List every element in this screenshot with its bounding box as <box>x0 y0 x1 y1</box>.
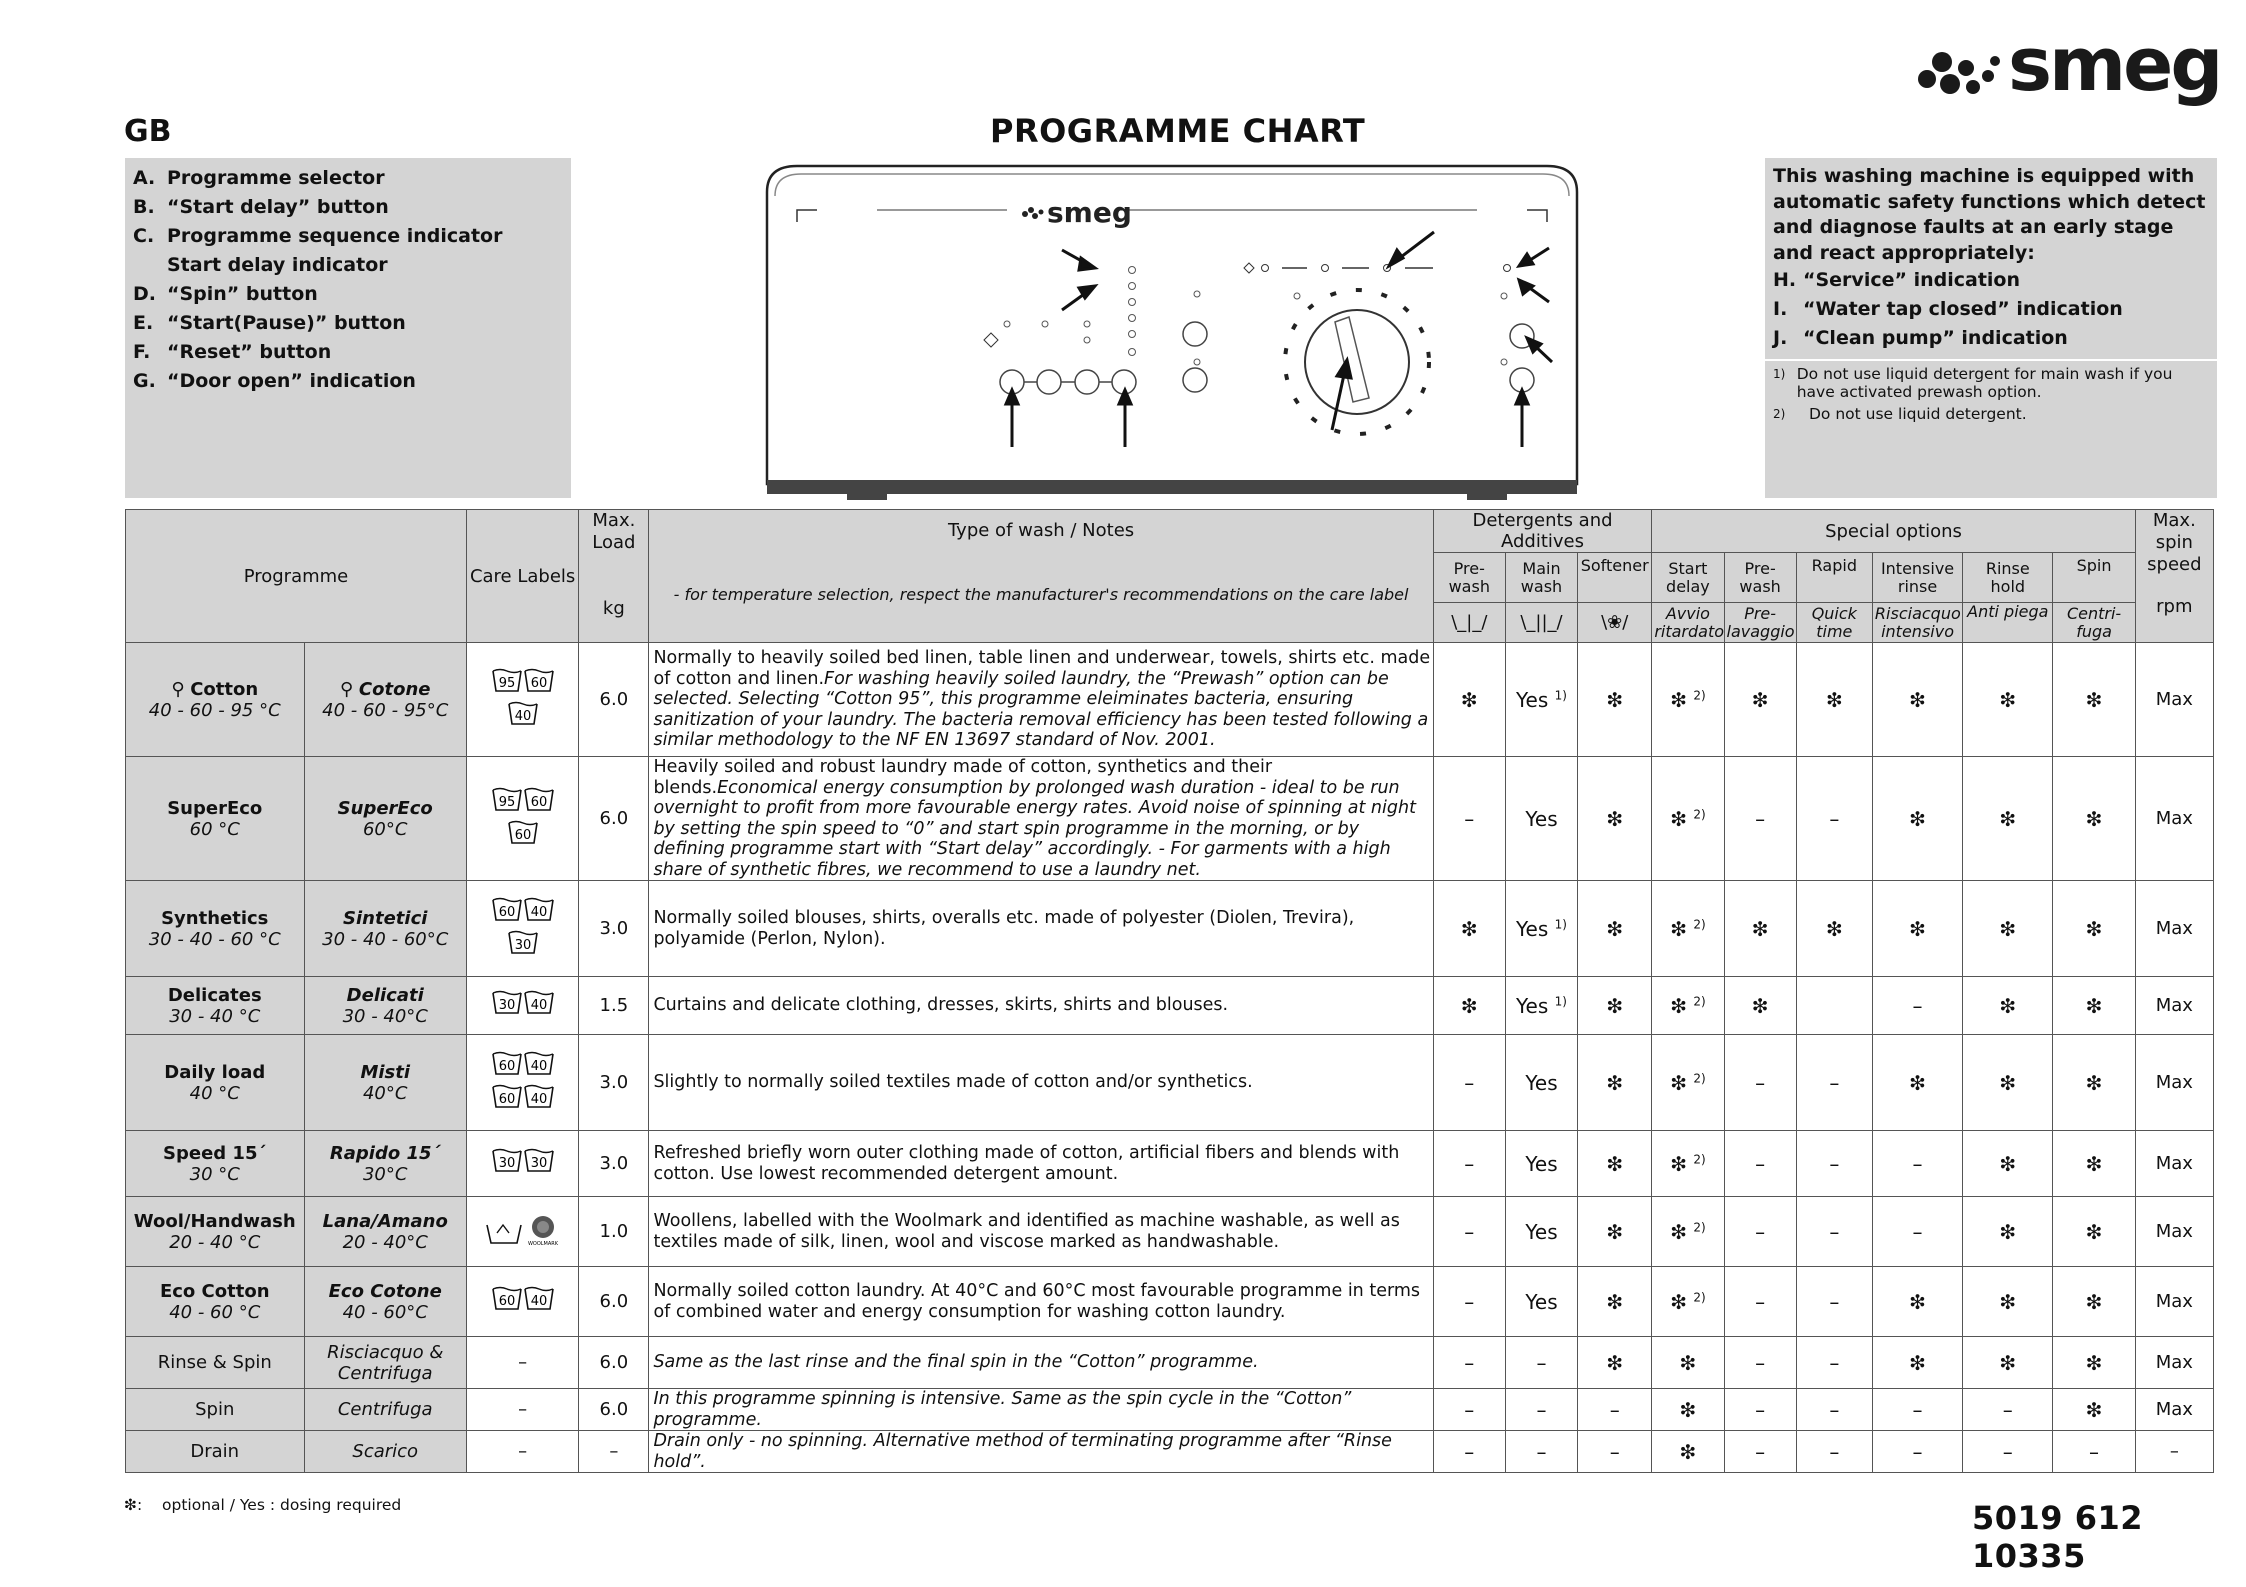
header-max-load: Max. Load kg <box>579 510 649 643</box>
option-cell: – <box>1796 1431 1872 1473</box>
option-cell: – <box>1724 1197 1796 1267</box>
svg-text:40: 40 <box>530 1058 547 1074</box>
max-spin-cell: Max <box>2135 757 2213 881</box>
option-cell: – <box>1433 1337 1505 1389</box>
header-programme: Programme <box>126 510 467 643</box>
legend-item: E. “Start(Pause)” button <box>133 312 406 334</box>
programme-name-cell: ⚲ Cotton 40 - 60 - 95 °C <box>126 643 305 757</box>
option-cell: ❇ <box>1578 1197 1652 1267</box>
page-title: PROGRAMME CHART <box>990 112 1366 150</box>
programme-name-cell: Synthetics 30 - 40 - 60 °C <box>126 881 305 977</box>
notes-cell: Normally soiled cotton laundry. At 40°C and 60°C most favourable programme in terms of combined water and energy consumption for washing cotton laundry. <box>649 1267 1433 1337</box>
max-spin-cell: Max <box>2135 977 2213 1035</box>
programme-name-it-cell: Centrifuga <box>304 1389 466 1431</box>
header-rinse-hold-it: Anti piega <box>1963 603 2053 643</box>
option-cell: ❇ <box>1963 643 2053 757</box>
option-cell: ❇ <box>1652 1389 1724 1431</box>
controls-legend <box>125 158 571 498</box>
option-cell: ❇ <box>1963 1337 2053 1389</box>
option-cell: ❇ <box>2053 643 2135 757</box>
option-cell: ❇ $^{2)}$ <box>1652 881 1724 977</box>
programme-name-it-cell: Misti 40°C <box>304 1035 466 1131</box>
table-row <box>126 643 2214 757</box>
programme-name-cell: Daily load 40 °C <box>126 1035 305 1131</box>
svg-text:30: 30 <box>498 998 515 1013</box>
table-row <box>126 881 2214 977</box>
option-cell: ❇ <box>2053 977 2135 1035</box>
legend-item: F. “Reset” button <box>133 341 332 363</box>
option-cell: ❇ <box>1872 1267 1962 1337</box>
handwash-woolmark-icon <box>483 1211 563 1247</box>
care-labels-cell <box>466 977 578 1035</box>
legend-item: Start delay indicator <box>167 254 388 276</box>
header-start-delay-it: Avvio ritardato <box>1652 603 1724 643</box>
care-label-icon <box>491 896 555 962</box>
option-cell: – <box>1433 1431 1505 1473</box>
wash-tub-icon <box>507 819 539 847</box>
option-cell: ❇ <box>2053 881 2135 977</box>
programme-name-it-cell: ⚲ Cotone 40 - 60 - 95°C <box>304 643 466 757</box>
svg-text:60: 60 <box>498 1091 515 1107</box>
softener-symbol-icon: \❀/ <box>1578 603 1652 643</box>
option-cell: ❇ <box>1433 881 1505 977</box>
svg-text:60: 60 <box>530 675 547 691</box>
max-spin-cell: Max <box>2135 1131 2213 1197</box>
notes-cell: Normally soiled blouses, shirts, overalls etc. made of polyester (Diolen, Trevira), polyamide (Perlon, Nylon). <box>649 881 1433 977</box>
wash-tub-icon <box>491 786 523 814</box>
header-spin-it: Centri- fuga <box>2053 603 2135 643</box>
max-spin-cell: Max <box>2135 643 2213 757</box>
programme-name-cell: Speed 15´ 30 °C <box>126 1131 305 1197</box>
svg-text:30: 30 <box>530 1156 547 1171</box>
max-load-cell: 3.0 <box>579 881 649 977</box>
svg-text:95: 95 <box>498 675 515 691</box>
care-label-icon <box>491 1285 555 1318</box>
option-cell: – <box>1872 1389 1962 1431</box>
option-cell: – <box>1433 1267 1505 1337</box>
wash-tub-icon <box>491 1285 523 1313</box>
notes-cell: Heavily soiled and robust laundry made of cotton, synthetics and their blends.Economical energy consumption by prolonged wash duration - ideal to be run overnight to profit from more favourable energy rates. Avoid noise of spinning at night by setting the spin speed to “0” and start spin programme in the morning, or by defining programme start with “Start delay” accordingly. - For garments with a high share of synthetic fibres, we recommend to use a laundry net. <box>649 757 1433 881</box>
option-cell: ❇ $^{2)}$ <box>1652 643 1724 757</box>
mainwash-symbol-icon: \_||_/ <box>1505 603 1577 643</box>
legend-item: J. “Clean pump” indication <box>1773 327 2068 349</box>
table-row <box>126 1131 2214 1197</box>
wash-tub-icon <box>491 896 523 924</box>
care-label-icon <box>491 667 555 733</box>
svg-text:40: 40 <box>530 1091 547 1107</box>
option-cell <box>1796 977 1872 1035</box>
option-cell: ❇ <box>2053 1197 2135 1267</box>
option-cell: ❇ <box>1963 757 2053 881</box>
option-cell: Yes <box>1505 1197 1577 1267</box>
option-cell: – <box>1433 757 1505 881</box>
max-load-cell: 6.0 <box>579 1267 649 1337</box>
option-cell: ❇ <box>2053 1389 2135 1431</box>
svg-text:60: 60 <box>498 904 515 920</box>
option-cell: ❇ <box>1963 881 2053 977</box>
header-rapid-it: Quick time <box>1796 603 1872 643</box>
option-cell: Yes <box>1505 1035 1577 1131</box>
safety-legend <box>1765 158 2217 498</box>
option-cell: – <box>1724 1337 1796 1389</box>
programme-name-it-cell: Sintetici 30 - 40 - 60°C <box>304 881 466 977</box>
option-cell: ❇ <box>1652 1337 1724 1389</box>
max-load-cell: 6.0 <box>579 643 649 757</box>
option-cell: ❇ <box>1724 881 1796 977</box>
svg-text:WOOLMARK: WOOLMARK <box>527 1241 558 1247</box>
legend-item: B. “Start delay” button <box>133 196 389 218</box>
smeg-logo <box>1918 22 2221 108</box>
legend-item: C. Programme sequence indicator <box>133 225 503 247</box>
wash-tub-icon <box>523 1147 555 1175</box>
header-opt-prewash: Pre- wash <box>1724 553 1796 603</box>
header-prewash: Pre- wash <box>1433 553 1505 603</box>
table-row <box>126 1389 2214 1431</box>
option-cell: ❇ <box>1872 1337 1962 1389</box>
option-cell: ❇ <box>1963 1131 2053 1197</box>
table-row <box>126 1337 2214 1389</box>
option-cell: ❇ <box>1578 757 1652 881</box>
option-cell: ❇ <box>1578 1131 1652 1197</box>
option-cell: ❇ <box>1433 643 1505 757</box>
option-cell: – <box>1433 1035 1505 1131</box>
option-cell: ❇ $^{2)}$ <box>1652 977 1724 1035</box>
option-cell: – <box>1796 1337 1872 1389</box>
programme-name-it-cell: Lana/Amano 20 - 40°C <box>304 1197 466 1267</box>
wash-tub-icon <box>523 667 555 695</box>
svg-text:40: 40 <box>530 904 547 920</box>
header-intensive: Intensive rinse <box>1872 553 1962 603</box>
option-cell: – <box>1796 1197 1872 1267</box>
safety-intro: This washing machine is equipped with automatic safety functions which detect and diagnose faults at an early stage and react appropriately: <box>1773 165 2206 264</box>
symbol-legend: ❇: optional / Yes : dosing required <box>124 1496 402 1514</box>
option-cell: ❇ <box>1724 977 1796 1035</box>
svg-text:40: 40 <box>530 1294 547 1309</box>
legend-item: I. “Water tap closed” indication <box>1773 298 2123 320</box>
option-cell: Yes $^{1)}$ <box>1505 643 1577 757</box>
footnote: 2) Do not use liquid detergent. <box>1773 405 2027 423</box>
programme-name-it-cell: Risciacquo & Centrifuga <box>304 1337 466 1389</box>
max-load-cell: – <box>579 1431 649 1473</box>
notes-cell: Same as the last rinse and the final spin in the “Cotton” programme. <box>649 1337 1433 1389</box>
option-cell: – <box>1433 1197 1505 1267</box>
max-spin-cell: Max <box>2135 1389 2213 1431</box>
max-load-cell: 6.0 <box>579 757 649 881</box>
option-cell: ❇ <box>1578 643 1652 757</box>
option-cell: ❇ $^{2)}$ <box>1652 1267 1724 1337</box>
header-start-delay: Start delay <box>1652 553 1724 603</box>
option-cell: ❇ <box>1963 977 2053 1035</box>
option-cell: – <box>1872 1431 1962 1473</box>
programme-name-cell: Delicates 30 - 40 °C <box>126 977 305 1035</box>
option-cell: ❇ $^{2)}$ <box>1652 1131 1724 1197</box>
option-cell: ❇ <box>2053 757 2135 881</box>
option-cell: – <box>1872 1197 1962 1267</box>
header-care-labels: Care Labels <box>466 510 578 643</box>
language-code: GB <box>124 114 172 149</box>
max-load-cell: 6.0 <box>579 1337 649 1389</box>
option-cell: – <box>1578 1431 1652 1473</box>
table-row <box>126 1197 2214 1267</box>
wash-tub-icon <box>491 989 523 1017</box>
svg-text:95: 95 <box>498 794 515 810</box>
header-special-options: Special options <box>1652 510 2135 553</box>
wash-tub-icon <box>491 1083 523 1111</box>
option-cell: ❇ <box>1872 643 1962 757</box>
notes-cell: Drain only - no spinning. Alternative method of terminating programme after “Rinse hold”. <box>649 1431 1433 1473</box>
option-cell: ❇ <box>1578 1337 1652 1389</box>
care-label-icon <box>491 1050 555 1116</box>
header-detergents: Detergents and Additives <box>1433 510 1652 553</box>
wash-tub-icon <box>523 989 555 1017</box>
header-type-of-wash: Type of wash / Notes - for temperature selection, respect the manufacturer's recommendations on the care label <box>649 510 1433 643</box>
option-cell: ❇ $^{2)}$ <box>1652 1197 1724 1267</box>
option-cell: ❇ <box>1872 881 1962 977</box>
panel-logo-text: smeg <box>1047 196 1132 229</box>
legend-item: A. Programme selector <box>133 167 385 189</box>
option-cell: – <box>1872 977 1962 1035</box>
document-code: 5019 612 10335 <box>1972 1499 2143 1575</box>
header-mainwash: Main wash <box>1505 553 1577 603</box>
option-cell: ❇ <box>1724 643 1796 757</box>
programme-name-it-cell: Scarico <box>304 1431 466 1473</box>
svg-text:60: 60 <box>498 1294 515 1309</box>
max-spin-cell: Max <box>2135 1197 2213 1267</box>
option-cell: – <box>1724 1389 1796 1431</box>
option-cell: – <box>1724 1035 1796 1131</box>
footnote: 1) Do not use liquid detergent for main wash if you have activated prewash option. <box>1773 365 2173 401</box>
option-cell: ❇ <box>1963 1035 2053 1131</box>
programme-name-cell: Spin <box>126 1389 305 1431</box>
svg-text:30: 30 <box>514 937 531 953</box>
programme-name-cell: Wool/Handwash 20 - 40 °C <box>126 1197 305 1267</box>
option-cell: – <box>1796 1131 1872 1197</box>
wash-tub-icon <box>507 700 539 728</box>
option-cell: ❇ <box>1433 977 1505 1035</box>
legend-item: D. “Spin” button <box>133 283 318 305</box>
option-cell: Yes <box>1505 1131 1577 1197</box>
notes-cell: Refreshed briefly worn outer clothing made of cotton, artificial fibers and blends with cotton. Use lowest recommended detergent amount. <box>649 1131 1433 1197</box>
cotton-icon: ⚲ <box>339 678 359 700</box>
max-load-cell: 3.0 <box>579 1035 649 1131</box>
care-label-icon <box>491 786 555 852</box>
care-labels-cell <box>466 643 578 757</box>
option-cell: ❇ <box>1578 977 1652 1035</box>
care-labels-cell: – <box>466 1389 578 1431</box>
header-opt-prewash-it: Pre- lavaggio <box>1724 603 1796 643</box>
svg-text:60: 60 <box>530 794 547 810</box>
option-cell: – <box>1724 1131 1796 1197</box>
notes-cell: Normally to heavily soiled bed linen, table linen and underwear, towels, shirts etc. made of cotton and linen.For washing heavily soiled laundry, the “Prewash” option can be selected. Selecting “Cotton 95”, this programme eleiminates bacteria, ensuring sanitization of your laundry. The bacteria removal efficiency has been tested following a similar methodology to the NF EN 13697 standard of Nov. 2001. <box>649 643 1433 757</box>
option-cell: ❇ <box>1652 1431 1724 1473</box>
option-cell: – <box>1796 757 1872 881</box>
wash-tub-icon <box>507 929 539 957</box>
logo-dots-icon <box>1918 50 2010 96</box>
notes-cell: In this programme spinning is intensive. Same as the spin cycle in the “Cotton” programme. <box>649 1389 1433 1431</box>
care-labels-cell <box>466 1197 578 1267</box>
option-cell: – <box>1724 1431 1796 1473</box>
table-row <box>126 1035 2214 1131</box>
max-spin-cell: Max <box>2135 1337 2213 1389</box>
care-labels-cell <box>466 1131 578 1197</box>
option-cell: ❇ <box>1796 881 1872 977</box>
option-cell: – <box>1963 1431 2053 1473</box>
option-cell: – <box>1433 1389 1505 1431</box>
option-cell: ❇ <box>1578 881 1652 977</box>
wash-tub-icon <box>523 1285 555 1313</box>
table-row <box>126 977 2214 1035</box>
option-cell: ❇ <box>1872 1035 1962 1131</box>
header-rinse-hold: Rinse hold <box>1963 553 2053 603</box>
care-labels-cell: – <box>466 1431 578 1473</box>
header-rapid: Rapid <box>1796 553 1872 603</box>
option-cell: ❇ <box>1796 643 1872 757</box>
max-load-cell: 3.0 <box>579 1131 649 1197</box>
option-cell: – <box>1796 1389 1872 1431</box>
care-labels-cell <box>466 1267 578 1337</box>
option-cell: ❇ $^{2)}$ <box>1652 757 1724 881</box>
option-cell: ❇ <box>2053 1035 2135 1131</box>
option-cell: – <box>1872 1131 1962 1197</box>
care-label-icon <box>491 1147 555 1180</box>
option-cell: ❇ <box>2053 1337 2135 1389</box>
control-panel-drawing <box>757 162 1587 502</box>
option-cell: – <box>1433 1131 1505 1197</box>
option-cell: ❇ <box>1578 1267 1652 1337</box>
option-cell: – <box>1724 1267 1796 1337</box>
table-row <box>126 1267 2214 1337</box>
legend-item: H. “Service” indication <box>1773 269 2020 291</box>
option-cell: – <box>1505 1389 1577 1431</box>
option-cell: ❇ <box>1872 757 1962 881</box>
max-spin-cell: Max <box>2135 1035 2213 1131</box>
notes-cell: Woollens, labelled with the Woolmark and identified as machine washable, as well as textiles made of silk, linen, wool and viscose marked as handwashable. <box>649 1197 1433 1267</box>
max-spin-cell: Max <box>2135 1267 2213 1337</box>
wash-tub-icon <box>491 667 523 695</box>
svg-text:60: 60 <box>498 1058 515 1074</box>
option-cell: Yes <box>1505 1267 1577 1337</box>
programme-name-it-cell: Delicati 30 - 40°C <box>304 977 466 1035</box>
programme-name-cell: Rinse & Spin <box>126 1337 305 1389</box>
legend-item: G. “Door open” indication <box>133 370 416 392</box>
wash-tub-icon <box>523 1050 555 1078</box>
wash-tub-icon <box>523 1083 555 1111</box>
option-cell: – <box>1724 757 1796 881</box>
option-cell: ❇ <box>1963 1267 2053 1337</box>
option-cell: – <box>2053 1431 2135 1473</box>
care-labels-cell <box>466 881 578 977</box>
programme-table <box>125 509 2214 1473</box>
notes-cell: Curtains and delicate clothing, dresses, skirts, shirts and blouses. <box>649 977 1433 1035</box>
header-softener: Softener <box>1578 553 1652 603</box>
max-load-cell: 6.0 <box>579 1389 649 1431</box>
option-cell: – <box>1963 1389 2053 1431</box>
option-cell: – <box>1796 1035 1872 1131</box>
programme-name-cell: Drain <box>126 1431 305 1473</box>
prewash-symbol-icon: \_|_/ <box>1433 603 1505 643</box>
option-cell: ❇ <box>2053 1131 2135 1197</box>
option-cell: Yes <box>1505 757 1577 881</box>
option-cell: Yes $^{1)}$ <box>1505 977 1577 1035</box>
svg-text:30: 30 <box>498 1156 515 1171</box>
max-load-cell: 1.5 <box>579 977 649 1035</box>
table-row <box>126 1431 2214 1473</box>
svg-text:40: 40 <box>514 708 531 724</box>
cotton-icon: ⚲ <box>171 678 191 700</box>
wash-tub-icon <box>523 896 555 924</box>
wash-tub-icon <box>491 1050 523 1078</box>
option-cell: ❇ <box>1578 1035 1652 1131</box>
programme-name-cell: SuperEco 60 °C <box>126 757 305 881</box>
max-spin-cell: Max <box>2135 881 2213 977</box>
care-label-icon <box>491 989 555 1022</box>
option-cell: – <box>1505 1337 1577 1389</box>
care-labels-cell <box>466 1035 578 1131</box>
programme-name-it-cell: Eco Cotone 40 - 60°C <box>304 1267 466 1337</box>
header-spin: Spin <box>2053 553 2135 603</box>
option-cell: – <box>1796 1267 1872 1337</box>
programme-name-cell: Eco Cotton 40 - 60 °C <box>126 1267 305 1337</box>
notes-cell: Slightly to normally soiled textiles made of cotton and/or synthetics. <box>649 1035 1433 1131</box>
option-cell: – <box>1505 1431 1577 1473</box>
max-load-cell: 1.0 <box>579 1197 649 1267</box>
care-label-icon <box>483 1211 563 1252</box>
wash-tub-icon <box>491 1147 523 1175</box>
logo-wordmark: smeg <box>2008 22 2221 108</box>
programme-name-it-cell: Rapido 15´ 30°C <box>304 1131 466 1197</box>
option-cell: ❇ $^{2)}$ <box>1652 1035 1724 1131</box>
wash-tub-icon <box>523 786 555 814</box>
option-cell: Yes $^{1)}$ <box>1505 881 1577 977</box>
care-labels-cell <box>466 757 578 881</box>
option-cell: ❇ <box>1963 1197 2053 1267</box>
header-max-spin: Max. spin speed rpm <box>2135 510 2213 643</box>
table-row <box>126 757 2214 881</box>
option-cell: ❇ <box>2053 1267 2135 1337</box>
care-labels-cell: – <box>466 1337 578 1389</box>
svg-text:60: 60 <box>514 827 531 843</box>
programme-name-it-cell: SuperEco 60°C <box>304 757 466 881</box>
svg-text:40: 40 <box>530 998 547 1013</box>
max-spin-cell: – <box>2135 1431 2213 1473</box>
option-cell: – <box>1578 1389 1652 1431</box>
header-intensive-it: Risciacquo intensivo <box>1872 603 1962 643</box>
